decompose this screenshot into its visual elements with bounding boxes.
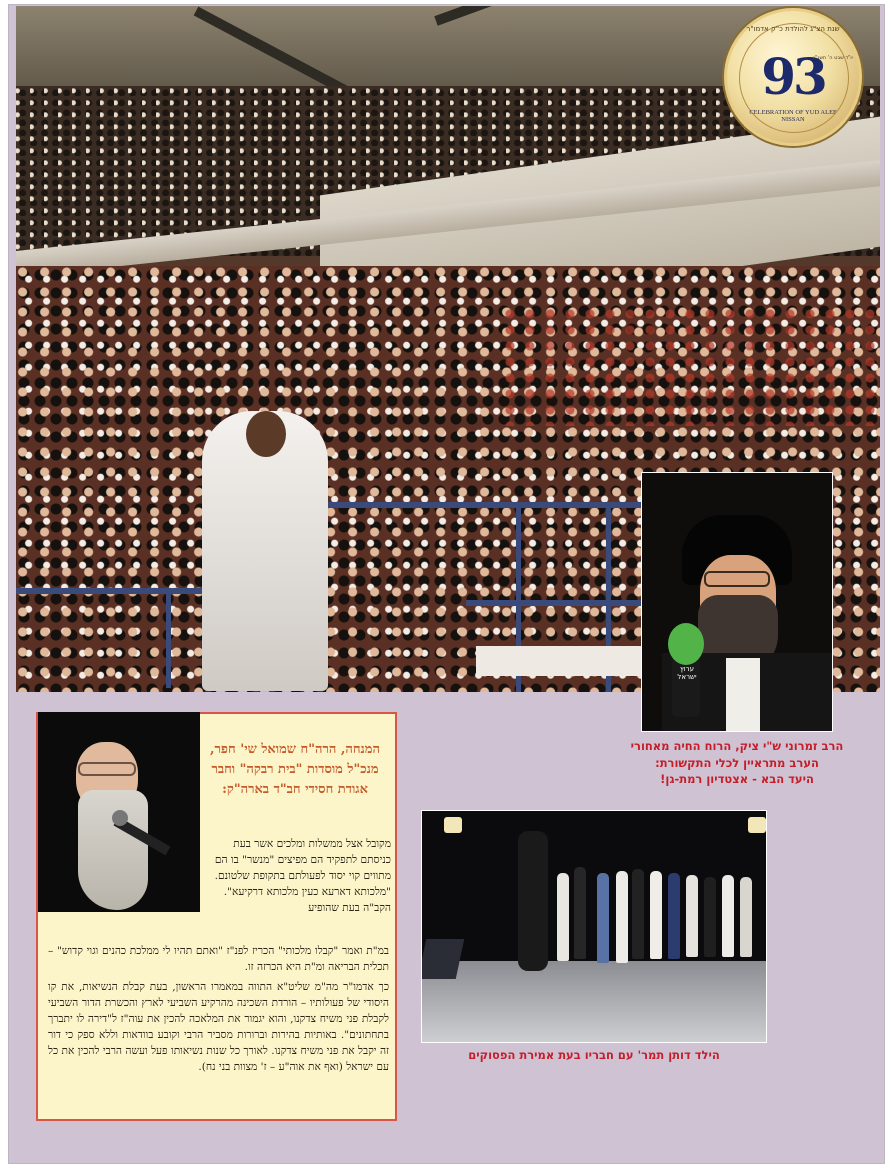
child <box>740 877 752 957</box>
emblem-ring-text: שנת הצ"ג להולדת כ"ק אדמו"ר <box>746 25 840 33</box>
93-emblem <box>724 8 862 146</box>
child <box>704 877 716 957</box>
person-head <box>246 411 286 457</box>
interview-caption-line: הערב מתראיין לכלי התקשורת: <box>655 755 819 770</box>
interview-caption-line: הרב זמרוני ש"י ציק, הרוח החיה מאחורי <box>630 739 844 753</box>
stage-floor <box>422 961 766 1043</box>
glasses <box>704 571 770 587</box>
beard <box>78 790 148 910</box>
interview-caption <box>612 738 862 788</box>
emblem-small-text: יו"ד שבט ה' תשנ"ג <box>813 55 853 61</box>
child <box>686 875 698 957</box>
red-seats <box>500 306 880 426</box>
child <box>650 871 662 959</box>
child <box>632 869 644 959</box>
glasses <box>78 762 136 776</box>
stage-caption: הילד דותן תמר' עם חבריו בעת אמירת הפסוקים <box>468 1048 720 1062</box>
emblem-number: 93 <box>761 47 825 106</box>
railing-post <box>166 588 171 688</box>
microphone-head <box>112 810 128 826</box>
interview-caption-line: היעד הבא - אצטדיון רמת-גן! <box>660 772 814 787</box>
child <box>557 873 569 961</box>
child <box>722 875 734 957</box>
stage-light <box>444 817 462 833</box>
microphone-icon <box>668 623 704 665</box>
article-paragraph: כך אדמו"ר מה"מ שליט"א התווה במאמרו הראשון, בעת קבלת הנשיאות, את קו היסודי של פעולותיו – הורדת השכינה מהרקיע השביעי לארץ והכשרת הדור השביעי לקבלת פני משיח צדקנו, והוא יגמור את המלאכה להכין את עוה"ז ל"דירה לו יתברך בתחתונים". באותיות בהירות וברורות מסביר הרבי וקובע בוודאות וללא ספק כי דור זה יקבל את פני משיח צדקנו. לאורך כל שנות נשיאותו פעל ועשה הרבי להכין את כל עם ישראל (ואף את אוה"ע – ז' מצוות בני נח). <box>48 981 389 1074</box>
emblem-caption: CELEBRATION OF YUD ALEF NISSAN <box>749 109 837 123</box>
standing-man <box>518 831 548 971</box>
stage-light <box>748 817 766 833</box>
article-column-text: מקובל אצל ממשלות ומלכים אשר בעת כניסתם לתפקיד הם מפיצים "מנשר" בו הם מתווים קוי יסוד לפעולתם בתקופת שלטונם. "מלכותא דארעא כעין מלכותא דרקיעא". הקב"ה בעת שהופיע <box>214 838 391 915</box>
rabbi-photo <box>38 712 200 912</box>
child <box>597 873 609 963</box>
railing <box>466 600 656 606</box>
child <box>668 873 680 959</box>
microphone-logo: ערוץ ישראל <box>677 665 697 681</box>
article-heading: המנחה, הרה"ח שמואל שי' חפר, מנכ"ל מוסדות "בית רבקה" וחבר אגודת חסידי חב"ד בארה"ק: <box>210 742 380 798</box>
stage-photo <box>421 810 767 1043</box>
child <box>574 867 586 959</box>
article-wrap-text: במ"ת ואמר "קבלו מלכותי" הכריז לפנ"ז "ואתם תהיו לי ממלכת כהנים וגוי קדוש" – תכלית הבריאה ומ"ת היא הכרזה זו. <box>48 945 389 974</box>
railing <box>316 502 646 508</box>
floor-strip <box>476 646 656 676</box>
shirt <box>726 658 760 732</box>
interview-photo <box>641 472 833 732</box>
child <box>616 871 628 963</box>
